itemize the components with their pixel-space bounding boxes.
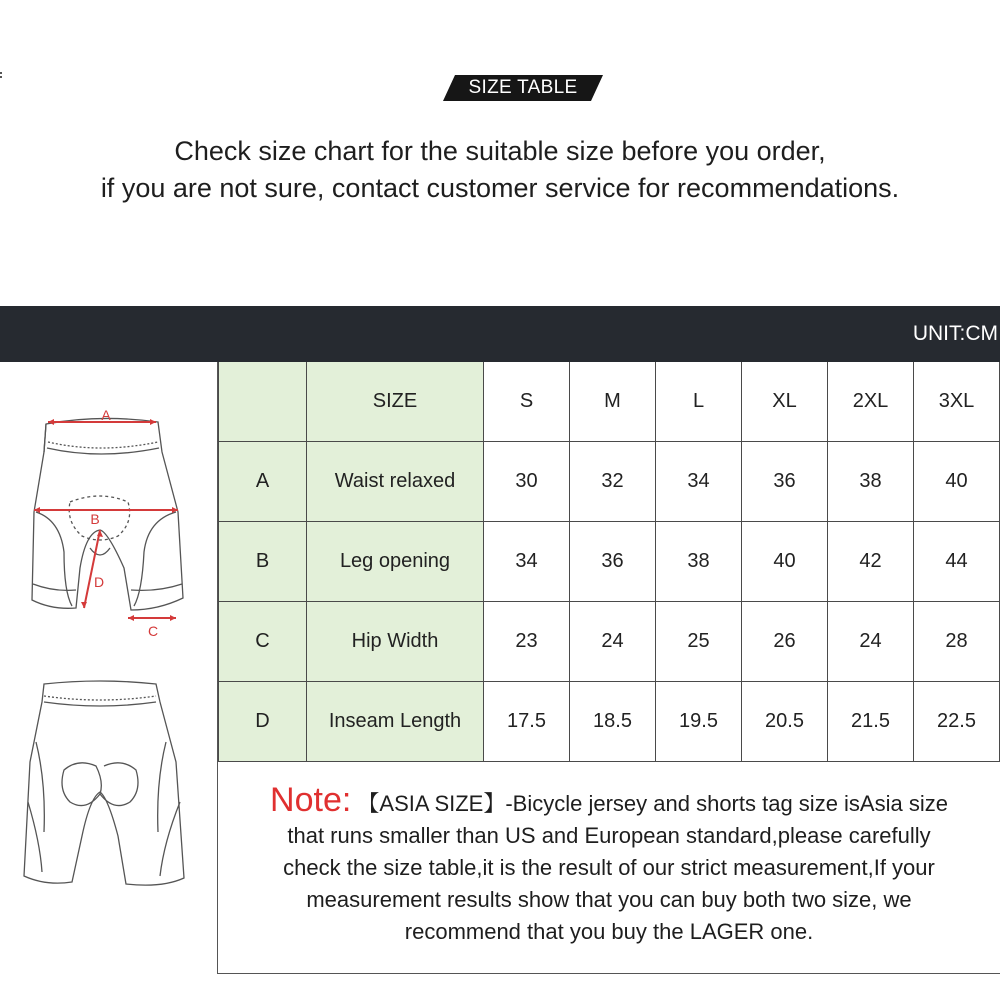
- header-size-label: SIZE: [307, 362, 484, 442]
- table-cell: 40: [742, 522, 828, 602]
- note-line-4: measurement results show that you can buy both two size, we: [306, 887, 912, 912]
- table-cell: 20.5: [742, 682, 828, 762]
- banner-label: SIZE TABLE: [468, 77, 578, 98]
- note-line-3: check the size table,it is the result of our strict measurement,If your: [283, 855, 935, 880]
- header-size-2xl: 2XL: [828, 362, 914, 442]
- table-cell: 24: [828, 602, 914, 682]
- intro-line-2: if you are not sure, contact customer service for recommendations.: [100, 173, 900, 203]
- table-cell: 34: [656, 442, 742, 522]
- table-cell: 34: [484, 522, 570, 602]
- row-code: D: [219, 682, 307, 762]
- table-row: [219, 442, 1000, 522]
- row-code: C: [219, 602, 307, 682]
- table-row: [219, 682, 1000, 762]
- table-cell: 23: [484, 602, 570, 682]
- note-block: [218, 781, 1000, 948]
- row-name: Inseam Length: [307, 682, 484, 762]
- table-cell: 30: [484, 442, 570, 522]
- note-line-2: that runs smaller than US and European standard,please carefully: [287, 823, 931, 848]
- bottom-divider: [217, 973, 1000, 974]
- header-size-xl: XL: [742, 362, 828, 442]
- intro-line-1: Check size chart for the suitable size before you order,: [174, 136, 826, 166]
- header-size-3xl: 3XL: [914, 362, 1000, 442]
- table-row: [219, 522, 1000, 602]
- table-cell: 19.5: [656, 682, 742, 762]
- table-header-row: [219, 362, 1000, 442]
- table-cell: 21.5: [828, 682, 914, 762]
- row-name: Waist relaxed: [307, 442, 484, 522]
- edge-mark: [0, 70, 4, 78]
- table-cell: 32: [570, 442, 656, 522]
- table-cell: 38: [828, 442, 914, 522]
- row-code: B: [219, 522, 307, 602]
- size-table-banner: [443, 75, 603, 101]
- diagram-label-a: A: [101, 407, 111, 423]
- diagram-label-d: D: [93, 574, 105, 590]
- row-name: Hip Width: [307, 602, 484, 682]
- intro-text: [0, 133, 1000, 207]
- row-code: A: [219, 442, 307, 522]
- header-blank-cell: [219, 362, 307, 442]
- table-cell: 22.5: [914, 682, 1000, 762]
- shorts-diagram: [0, 362, 218, 974]
- table-cell: 18.5: [570, 682, 656, 762]
- table-cell: 42: [828, 522, 914, 602]
- table-cell: 44: [914, 522, 1000, 602]
- table-row: [219, 602, 1000, 682]
- table-cell: 36: [742, 442, 828, 522]
- header-size-s: S: [484, 362, 570, 442]
- row-name: Leg opening: [307, 522, 484, 602]
- header-size-m: M: [570, 362, 656, 442]
- table-cell: 25: [656, 602, 742, 682]
- table-cell: 28: [914, 602, 1000, 682]
- table-cell: 26: [742, 602, 828, 682]
- table-cell: 17.5: [484, 682, 570, 762]
- note-text-1: 【ASIA SIZE】-Bicycle jersey and shorts tag size isAsia size: [357, 791, 948, 816]
- note-line-5: recommend that you buy the LAGER one.: [404, 919, 814, 944]
- table-cell: 38: [656, 522, 742, 602]
- unit-label: UNIT:CM: [912, 322, 998, 345]
- header-size-l: L: [656, 362, 742, 442]
- diagram-label-b: B: [90, 511, 100, 527]
- diagram-label-c: C: [147, 623, 159, 639]
- table-cell: 36: [570, 522, 656, 602]
- note-label: Note:: [270, 781, 352, 819]
- size-table: [218, 362, 1000, 762]
- table-header-bar: [0, 306, 1000, 362]
- table-cell: 40: [914, 442, 1000, 522]
- table-cell: 24: [570, 602, 656, 682]
- note-line-1: [218, 781, 1000, 820]
